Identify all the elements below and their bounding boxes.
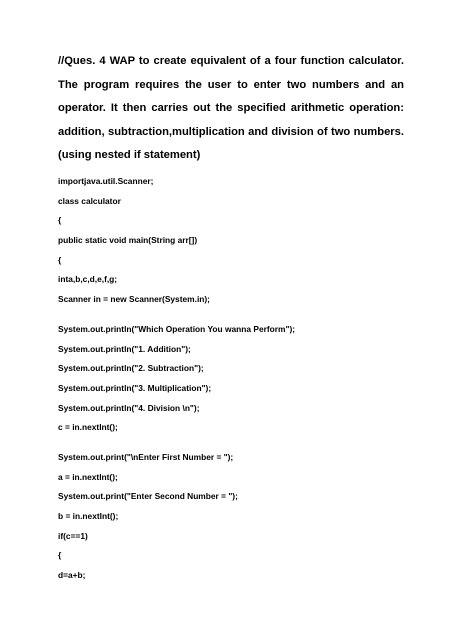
code-line: b = in.nextInt(); — [58, 511, 119, 521]
code-line: c = in.nextInt(); — [58, 422, 118, 433]
blank-line — [58, 310, 295, 320]
code-line: System.out.println("3. Multiplication"); — [58, 382, 212, 393]
code-line: d=a+b; — [58, 570, 86, 581]
code-line: System.out.print("\nEnter First Number = "); — [58, 451, 234, 462]
code-line: System.out.print("Enter Second Number = "); — [58, 491, 238, 502]
code-line: System.out.println("4. Division \n"); — [58, 402, 200, 413]
code-line: inta,b,c,d,e,f,g; — [58, 274, 118, 285]
code-line: Scanner in = new Scanner(System.in); — [58, 294, 210, 305]
code-line: if(c==1) — [58, 530, 88, 541]
question-text: //Ques. 4 WAP to create equivalent of a four function calculator. The program requires the user to enter two numbers and an operator. It then carries out the specified arithmetic operation: addition, subtraction,multiplication and division of two numbers.(using nested if statement) — [58, 55, 404, 162]
code-line: System.out.println("1. Addition"); — [58, 343, 191, 354]
code-line: { — [58, 215, 62, 226]
code-line: { — [58, 254, 62, 265]
code-line: { — [58, 550, 62, 561]
code-line: a = in.nextInt(); — [58, 471, 118, 482]
code-line: public static void main(String arr[]) — [58, 235, 198, 246]
code-line: System.out.println("2. Subtraction"); — [58, 363, 204, 374]
code-line: importjava.util.Scanner; — [58, 176, 154, 186]
code-line: System.out.println("Which Operation You wanna Perform"); — [58, 323, 296, 334]
code-block — [58, 172, 295, 586]
code-line: class calculator — [58, 195, 121, 206]
blank-line — [58, 438, 295, 448]
